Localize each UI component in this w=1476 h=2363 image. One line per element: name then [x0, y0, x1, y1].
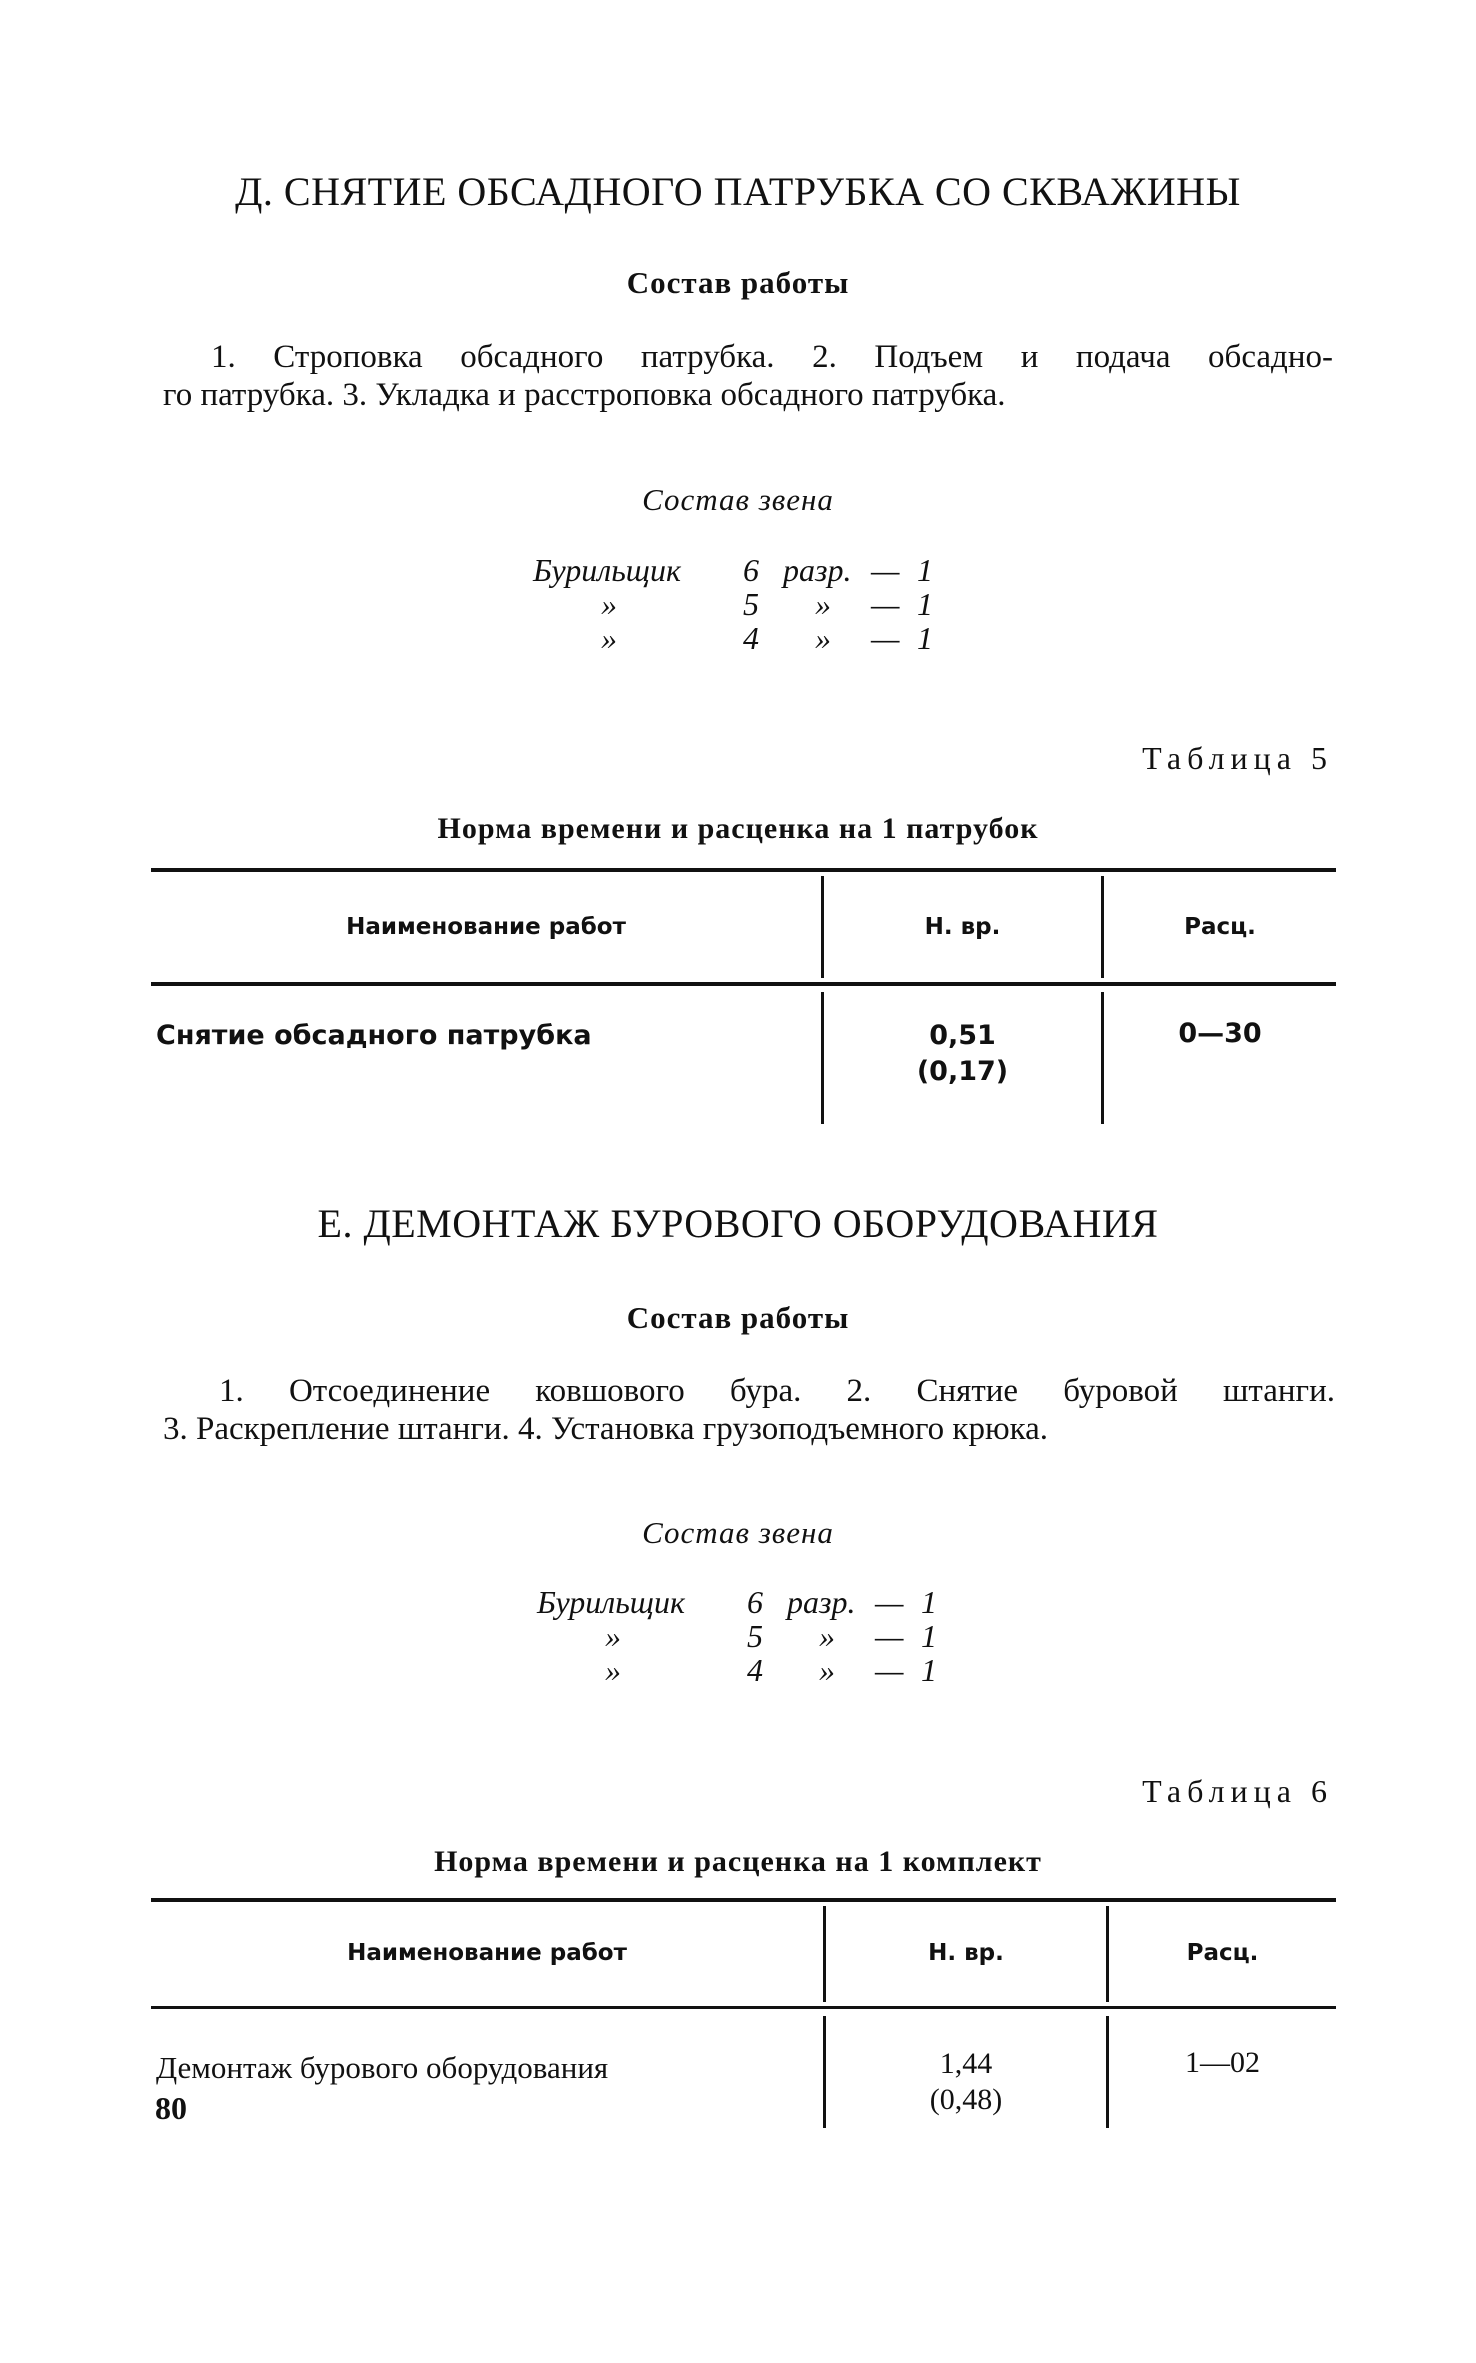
row-rate: 1—02: [1185, 2046, 1260, 2079]
crew-grade: 5: [747, 1618, 763, 1654]
crew-row: [533, 553, 953, 587]
norm-sub-value: (0,17): [916, 1056, 1009, 1087]
table-top-rule: [151, 1898, 1336, 1902]
crew-dash: —: [871, 552, 900, 588]
row-norm: [824, 1018, 1101, 1090]
crew-dash: —: [875, 1652, 904, 1688]
crew-name: »: [605, 1618, 621, 1654]
crew-dash: —: [871, 620, 900, 656]
section-e-crew-heading: Состав звена: [642, 1515, 834, 1550]
crew-grade: 6: [747, 1584, 763, 1620]
row-norm: [826, 2046, 1106, 2118]
header-norm: Н. вр.: [924, 914, 1001, 940]
header-norm: Н. вр.: [928, 1940, 1004, 1966]
crew-row: [537, 1619, 957, 1653]
crew-name: Бурильщик: [533, 552, 681, 588]
row-work-name: Демонтаж бурового оборудования: [156, 2050, 609, 2085]
work-line: го патрубка. 3. Укладка и расстроповка обсадного патрубка.: [163, 377, 1006, 413]
crew-grade: 6: [743, 552, 759, 588]
crew-count: 1: [921, 1618, 937, 1654]
header-name: Наименование работ: [347, 1940, 627, 1966]
crew-name: »: [605, 1652, 621, 1688]
page-number: 80: [155, 2090, 187, 2126]
table-header-rule: [151, 982, 1336, 986]
section-d-crew-list: [533, 553, 953, 655]
crew-unit: »: [815, 586, 831, 622]
crew-count: 1: [921, 1652, 937, 1688]
header-rate: Расц.: [1186, 1940, 1259, 1966]
table-top-rule: [151, 868, 1336, 872]
crew-row: [537, 1653, 957, 1687]
header-rate: Расц.: [1184, 914, 1256, 940]
crew-grade: 5: [743, 586, 759, 622]
crew-row: [533, 587, 953, 621]
crew-unit: »: [819, 1618, 835, 1654]
crew-unit: разр.: [787, 1584, 856, 1620]
crew-dash: —: [875, 1618, 904, 1654]
table-6-caption: Норма времени и расценка на 1 комплект: [434, 1845, 1042, 1878]
crew-unit: разр.: [783, 552, 852, 588]
table-5-caption: Норма времени и расценка на 1 патрубок: [437, 812, 1039, 845]
crew-row: [533, 621, 953, 655]
section-d-title: Д. СНЯТИЕ ОБСАДНОГО ПАТРУБКА СО СКВАЖИНЫ: [235, 169, 1241, 214]
crew-dash: —: [871, 586, 900, 622]
section-d-work-text: [163, 338, 1333, 414]
section-e-title: Е. ДЕМОНТАЖ БУРОВОГО ОБОРУДОВАНИЯ: [317, 1201, 1159, 1246]
table-5-label: Таблица 5: [1142, 740, 1333, 776]
crew-count: 1: [917, 586, 933, 622]
work-line: 3. Раскрепление штанги. 4. Установка грузоподъемного крюка.: [163, 1411, 1049, 1447]
row-rate: 0—30: [1178, 1018, 1262, 1049]
section-e-work-heading: Состав работы: [626, 1300, 850, 1335]
row-work-name: Снятие обсадного патрубка: [156, 1020, 592, 1051]
work-line: 1. Строповка обсадного патрубка. 2. Подъем и подача обсадно-: [211, 339, 1333, 375]
col-divider: [1101, 992, 1104, 1124]
section-d-work-heading: Состав работы: [626, 265, 850, 300]
crew-grade: 4: [747, 1652, 763, 1688]
header-name: Наименование работ: [346, 914, 626, 940]
norm-value: 0,51: [929, 1020, 996, 1051]
crew-name: Бурильщик: [537, 1584, 685, 1620]
table-5: [151, 868, 1336, 1128]
work-line: 1. Отсоединение ковшового бура. 2. Снятие буровой штанги.: [219, 1373, 1335, 1409]
crew-count: 1: [917, 552, 933, 588]
crew-count: 1: [917, 620, 933, 656]
crew-unit: »: [819, 1652, 835, 1688]
section-e-work-text: [163, 1372, 1335, 1448]
crew-dash: —: [875, 1584, 904, 1620]
crew-grade: 4: [743, 620, 759, 656]
section-e-crew-list: [537, 1585, 957, 1687]
crew-name: »: [601, 586, 617, 622]
crew-count: 1: [921, 1584, 937, 1620]
crew-row: [537, 1585, 957, 1619]
table-header-rule: [151, 2006, 1336, 2009]
table-6-label: Таблица 6: [1142, 1773, 1333, 1809]
section-d-crew-heading: Состав звена: [642, 482, 834, 517]
crew-name: »: [601, 620, 617, 656]
table-6: [151, 1898, 1336, 2130]
norm-sub-value: (0,48): [929, 2083, 1003, 2116]
norm-value: 1,44: [939, 2047, 993, 2080]
crew-unit: »: [815, 620, 831, 656]
